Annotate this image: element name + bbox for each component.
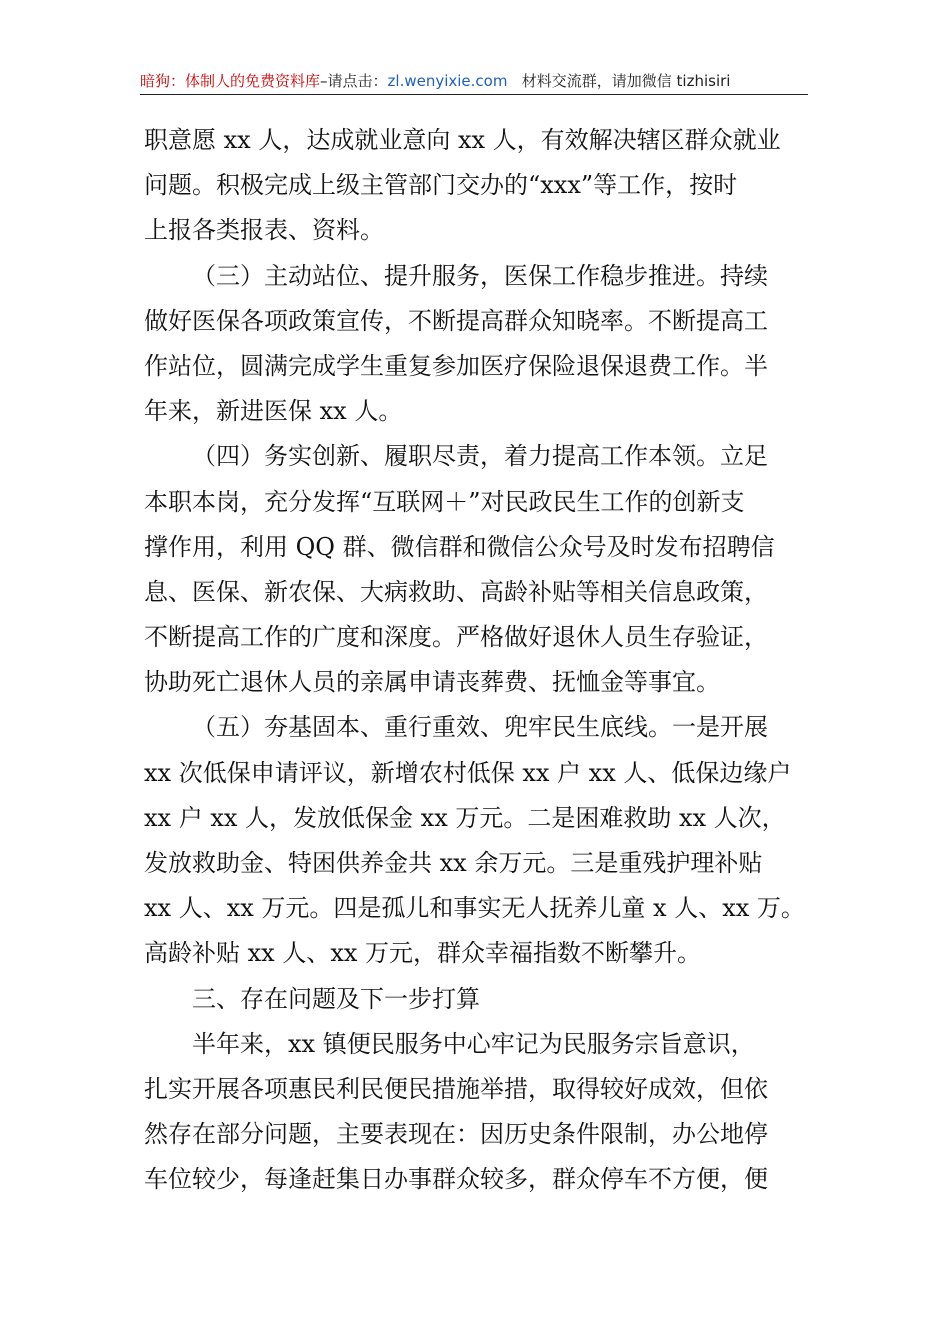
- text-line: xx 户 xx 人，发放低保金 xx 万元。二是困难救助 xx 人次，: [144, 803, 786, 832]
- document-body: [144, 118, 812, 1203]
- text-line: 扎实开展各项惠民利民便民措施举措，取得较好成效，但依: [144, 1074, 768, 1103]
- text-line: xx 人、xx 万元。四是孤儿和事实无人抚养儿童 x 人、xx 万。: [144, 894, 805, 923]
- header-link[interactable]: zl.wenyixie.com: [387, 72, 508, 90]
- header-click-prompt: –请点击：: [320, 72, 388, 90]
- text-line: 做好医保各项政策宣传，不断提高群众知晓率。不断提高工: [144, 306, 768, 335]
- paragraph-heading-3: （三）主动站位、提升服务，医保工作稳步推进。持续: [192, 261, 768, 290]
- text-line: xx 次低保申请评议，新增农村低保 xx 户 xx 人、低保边缘户: [144, 758, 792, 787]
- text-line: 职意愿 xx 人，达成就业意向 xx 人，有效解决辖区群众就业: [144, 126, 781, 154]
- text-line: 不断提高工作的广度和深度。严格做好退休人员生存验证，: [144, 623, 768, 652]
- text-line: 年来，新进医保 xx 人。: [144, 397, 403, 426]
- text-line: 车位较少，每逢赶集日办事群众较多，群众停车不方便，便: [144, 1165, 768, 1194]
- text-line: 作站位，圆满完成学生重复参加医疗保险退保退费工作。半: [144, 351, 768, 380]
- page-header: [140, 68, 808, 95]
- text-line: 高龄补贴 xx 人、xx 万元，群众幸福指数不断攀升。: [144, 939, 702, 968]
- paragraph-heading-4: （四）务实创新、履职尽责，着力提高工作本领。立足: [192, 442, 768, 471]
- paragraph-heading-5: （五）夯基固本、重行重效、兜牢民生底线。一是开展: [192, 713, 768, 742]
- text-line: 撑作用，利用 QQ 群、微信群和微信公众号及时发布招聘信: [144, 532, 775, 561]
- section-heading-3: 三、存在问题及下一步打算: [192, 984, 480, 1013]
- header-wechat-note: 材料交流群，请加微信 tizhisiri: [521, 72, 731, 90]
- text-line: 发放救助金、特困供养金共 xx 余万元。三是重残护理补贴: [144, 849, 763, 877]
- text-line: 然存在部分问题，主要表现在：因历史条件限制，办公地停: [144, 1120, 768, 1149]
- text-line: 半年来，xx 镇便民服务中心牢记为民服务宗旨意识，: [192, 1029, 755, 1058]
- header-site-name: 暗狗：体制人的免费资料库: [140, 72, 321, 90]
- text-line: 息、医保、新农保、大病救助、高龄补贴等相关信息政策，: [144, 577, 768, 606]
- text-line: 上报各类报表、资料。: [144, 216, 384, 245]
- text-line: 协助死亡退休人员的亲属申请丧葬费、抚恤金等事宜。: [144, 668, 720, 697]
- text-line: 问题。积极完成上级主管部门交办的“xxx”等工作，按时: [144, 171, 738, 200]
- text-line: 本职本岗，充分发挥“互联网＋”对民政民生工作的创新支: [144, 487, 745, 516]
